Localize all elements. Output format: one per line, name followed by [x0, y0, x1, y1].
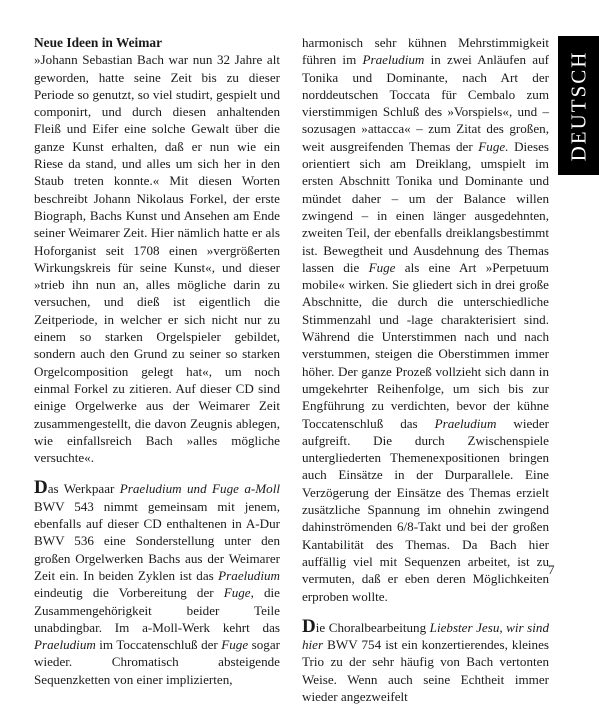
intro-paragraph: »Johann Sebastian Bach war nun 32 Jahre alt geworden, hatte seine Zeit bis zu dieser Periode so genutzt, so viel studirt, gespielt und componirt, und durch diesen anhaltenden Fleiß und Eifer eine solche Gewalt über die ganze Kunst erhalten, daß er nun wie ein Riese da stand, und alles um sich her in den Staub treten konnte.« Mit diesen Worten beschreibt Johann Nikolaus Forkel, der erste Biograph, Bachs Kunst und Ansehen am Ende seiner Weimarer Zeit. Hier nämlich hatte er als Hoforganist seit 1708 einen »vergrößerten Wirkungskreis für seine Kunst«, und dieser »trieb ihn nun an, alles mögliche darin zu versuchen, und dieß ist eigentlich die Zeitperiode, in welcher er sich nicht nur zu einem so starken Orgelspieler gebildet, sondern auch den Grund zu seiner so starken Orgelcomposition gelegt hat«, um noch einmal Forkel zu zitieren. Auf dieser CD sind einige Orgelwerke aus der Weimarer Zeit zusammengestellt, die davon Zeugnis ablegen, wie einfallsreich Bach »alles mögliche versuchte«.: [34, 52, 280, 466]
drop-cap: D: [302, 615, 316, 637]
fugue-analysis-paragraph: harmonisch sehr kühnen Mehrstimmigkeit führen im Praeludium in zwei Anläufen auf Tonika und Dominante, nach Art der norddeutschen Toccata für Cembalo zum vierstimmigen Schluß des »Vorspiels«, und – sozusagen »attacca« – zum Zitat des großen, weit ausgreifenden Themas der Fuge. Dieses orientiert sich am Dreiklang, umspielt im ersten Abschnitt Tonika und Dominante und mündet daher – um der Balance willen zwingend – in einen länger ausgedehnten, zweiten Teil, der ebenfalls dreiklangsbestimmt ist. Bewegtheit und Ausdehnung des Themas lassen die Fuge als eine Art »Perpetuum mobile« wirken. Sie gliedert sich in drei große Abschnitte, die durch die unterschiedliche Stimmenzahl und -lage charakterisiert sind. Während die Unterstimmen nach und nach verstummen, steigen die Oberstimmen immer höher. Der ganze Prozeß vollzieht sich dann in umgekehrter Reihenfolge, um sich bis zur Engführung zu verdichten, bevor der kühne Toccatenschluß das Praeludium wieder aufgreift. Die durch Zwischenspiele untergliederten Themenexpositionen bringen auch Einsätze in der Durparallele. Eine Verzögerung der Einsätze des Themas erzielt zusätzliche Spannung im ohnehin zwingend dahinströmenden 6/8-Takt und bei der großen Kantabilität des Themas. Da Bach hier auffällig viel mit Sequenzen arbeitet, ist zu vermuten, daß er eben deren Möglichkeiten erproben wollte.: [302, 35, 549, 604]
right-column: [302, 34, 549, 705]
language-label: DEUTSCH: [566, 50, 591, 162]
section-heading: Neue Ideen in Weimar: [34, 35, 163, 50]
page-number: 7: [548, 562, 555, 577]
left-column: [34, 34, 280, 688]
work-title: Praeludium und Fuge a-Moll: [119, 481, 281, 497]
drop-cap: D: [34, 477, 48, 499]
chorale-paragraph: Die Choralbearbeitung Liebster Jesu, wir sind hier BWV 754 ist ein konzertierendes, kleines Trio zu der sehr häufig von Bach vertonten Weise. Wenn auch seine Echtheit immer wieder angezweifelt: [302, 615, 549, 704]
language-tab: [558, 36, 599, 175]
work-title: Liebster Jesu, wir sind hier: [302, 619, 549, 653]
werkpaar-paragraph: Das Werkpaar Praeludium und Fuge a-Moll BWV 543 nimmt gemeinsam mit jenem, ebenfalls auf dieser CD enthaltenen in A-Dur BWV 536 eine Sonderstellung unter den großen Orgelwerken Bachs aus der Weimarer Zeit ein. In beiden Zyklen ist das Praeludium eindeutig die Vorbereitung der Fuge, die Zusammengehörigkeit beider Teile unabdingbar. Im a-Moll-Werk kehrt das Praeludium im Toccatenschluß der Fuge sogar wieder. Chromatisch absteigende Sequenzketten von einer implizierten,: [34, 477, 281, 687]
